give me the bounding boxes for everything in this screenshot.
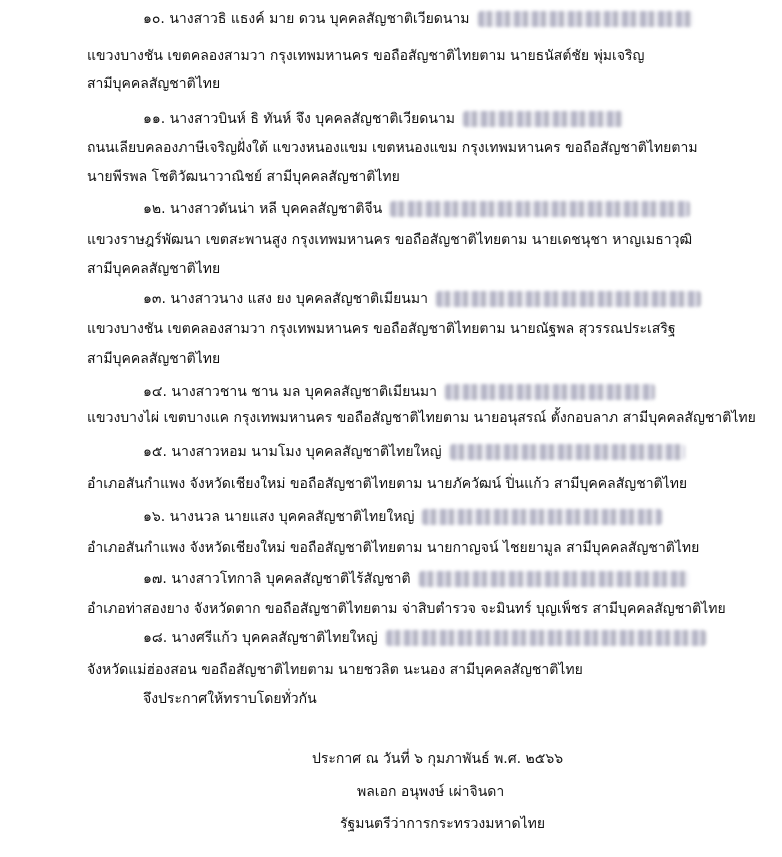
item-10-lead-line — [143, 5, 693, 33]
item-18-lead: ๑๘. นางศรีแก้ว บุคคลสัญชาติไทยใหญ่ — [143, 630, 378, 646]
item-10-cont-1 — [87, 42, 697, 70]
item-18-cont-1 — [87, 656, 583, 684]
announcement-date: ประกาศ ณ วันที่ ๖ กุมภาพันธ์ พ.ศ. ๒๕๖๖ — [312, 751, 564, 767]
item-16-lead: ๑๖. นางนวล นายแสง บุคคลสัญชาติไทยใหญ่ — [143, 509, 415, 525]
redacted-address — [390, 201, 690, 217]
item-11-lead: ๑๑. นางสาวบินห์ ธิ ทันห์ จึง บุคคลสัญชาติเวียดนาม — [143, 111, 456, 127]
item-13-cont-2 — [87, 345, 220, 373]
item-15-address-text: อำเภอสันกำแพง จังหวัดเชียงใหม่ ขอถือสัญชาติไทยตาม นายภัควัฒน์ ปิ่นแก้ว สามีบุคคลสัญชาติไทย — [87, 476, 688, 492]
item-12-cont-2 — [87, 255, 220, 283]
redacted-address — [450, 444, 685, 460]
redacted-address — [478, 11, 693, 27]
item-11-cont-2 — [87, 163, 400, 191]
item-11-spouse-text: นายพีรพล โชติวัฒนาวาณิชย์ สามีบุคคลสัญชาติไทย — [87, 169, 400, 185]
item-12-lead: ๑๒. นางสาวดันน่า หลี บุคคลสัญชาติจีน — [143, 201, 383, 217]
redacted-address — [463, 111, 623, 127]
redacted-address — [422, 509, 662, 525]
item-15-cont-1 — [87, 470, 687, 498]
redacted-address — [386, 630, 706, 646]
item-17-cont-1 — [87, 595, 726, 623]
item-15-lead-line — [143, 438, 685, 466]
redacted-address — [436, 291, 701, 307]
item-14-lead: ๑๔. นางสาวชาน ชาน มล บุคคลสัญชาติเมียนมา — [143, 384, 437, 400]
item-12-address-text: แขวงราษฎร์พัฒนา เขตสะพานสูง กรุงเทพมหานคร ขอถือสัญชาติไทยตาม นายเดชนุชา หาญเมธาวุฒิ — [87, 232, 693, 248]
item-14-lead-line — [143, 378, 655, 406]
redacted-address — [419, 571, 689, 587]
item-10-spouse-text: สามีบุคคลสัญชาติไทย — [87, 76, 221, 92]
item-11-cont-1 — [87, 134, 698, 162]
item-12-spouse-text: สามีบุคคลสัญชาติไทย — [87, 261, 221, 277]
item-13-cont-1 — [87, 315, 676, 343]
item-13-lead: ๑๓. นางสาวนาง แสง ยง บุคคลสัญชาติเมียนมา — [143, 291, 428, 307]
item-18-address-text: จังหวัดแม่ฮ่องสอน ขอถือสัญชาติไทยตาม นายชวลิต นะนอง สามีบุคคลสัญชาติไทย — [87, 662, 583, 678]
item-17-lead: ๑๗. นางสาวโทกาลิ บุคคลสัญชาติไร้สัญชาติ — [143, 571, 411, 587]
signatory-position: รัฐมนตรีว่าการกระทรวงมหาดไทย — [340, 816, 546, 832]
item-16-lead-line — [143, 503, 662, 531]
signatory-name: พลเอก อนุพงษ์ เผ่าจินดา — [357, 784, 505, 800]
redacted-address — [445, 384, 655, 400]
item-18-lead-line — [143, 624, 706, 652]
item-14-cont-1 — [87, 404, 756, 432]
item-13-lead-line — [143, 285, 701, 313]
item-14-address-text: แขวงบางไผ่ เขตบางแค กรุงเทพมหานคร ขอถือสัญชาติไทยตาม นายอนุสรณ์ ตั้งกอบลาภ สามีบุคคลสัญชาติไทย — [87, 410, 756, 426]
closing-statement: จึงประกาศให้ทราบโดยทั่วกัน — [143, 691, 317, 707]
item-17-lead-line — [143, 565, 689, 593]
item-12-cont-1 — [87, 226, 692, 254]
closing-line — [143, 685, 317, 713]
item-13-spouse-text: สามีบุคคลสัญชาติไทย — [87, 351, 221, 367]
item-12-lead-line — [143, 195, 690, 223]
item-16-cont-1 — [87, 534, 699, 562]
item-16-address-text: อำเภอสันกำแพง จังหวัดเชียงใหม่ ขอถือสัญชาติไทยตาม นายกาญจน์ ไชยยามูล สามีบุคคลสัญชาติไทย — [87, 540, 700, 556]
item-10-lead: ๑๐. นางสาวธิ แธงค์ มาย ดวน บุคคลสัญชาติเวียดนาม — [143, 11, 470, 27]
item-11-address-text: ถนนเลียบคลองภาษีเจริญฝั่งใต้ แขวงหนองแขม เขตหนองแขม กรุงเทพมหานคร ขอถือสัญชาติไทยตาม — [87, 140, 698, 156]
item-11-lead-line — [143, 105, 623, 133]
item-10-address-text: แขวงบางชัน เขตคลองสามวา กรุงเทพมหานคร ขอถือสัญชาติไทยตาม นายธนัสต์ชัย พุ่มเจริญ — [87, 48, 645, 64]
item-13-address-text: แขวงบางชัน เขตคลองสามวา กรุงเทพมหานคร ขอถือสัญชาติไทยตาม นายณัฐพล สุวรรณประเสริฐ — [87, 321, 676, 337]
item-17-address-text: อำเภอท่าสองยาง จังหวัดตาก ขอถือสัญชาติไทยตาม จ่าสิบตำรวจ จะมินทร์ บุญเพ็ชร สามีบุคคลสัญชาติไทย — [87, 601, 726, 617]
item-15-lead: ๑๕. นางสาวหอม นามโมง บุคคลสัญชาติไทยใหญ่ — [143, 444, 442, 460]
item-10-cont-2 — [87, 70, 220, 98]
